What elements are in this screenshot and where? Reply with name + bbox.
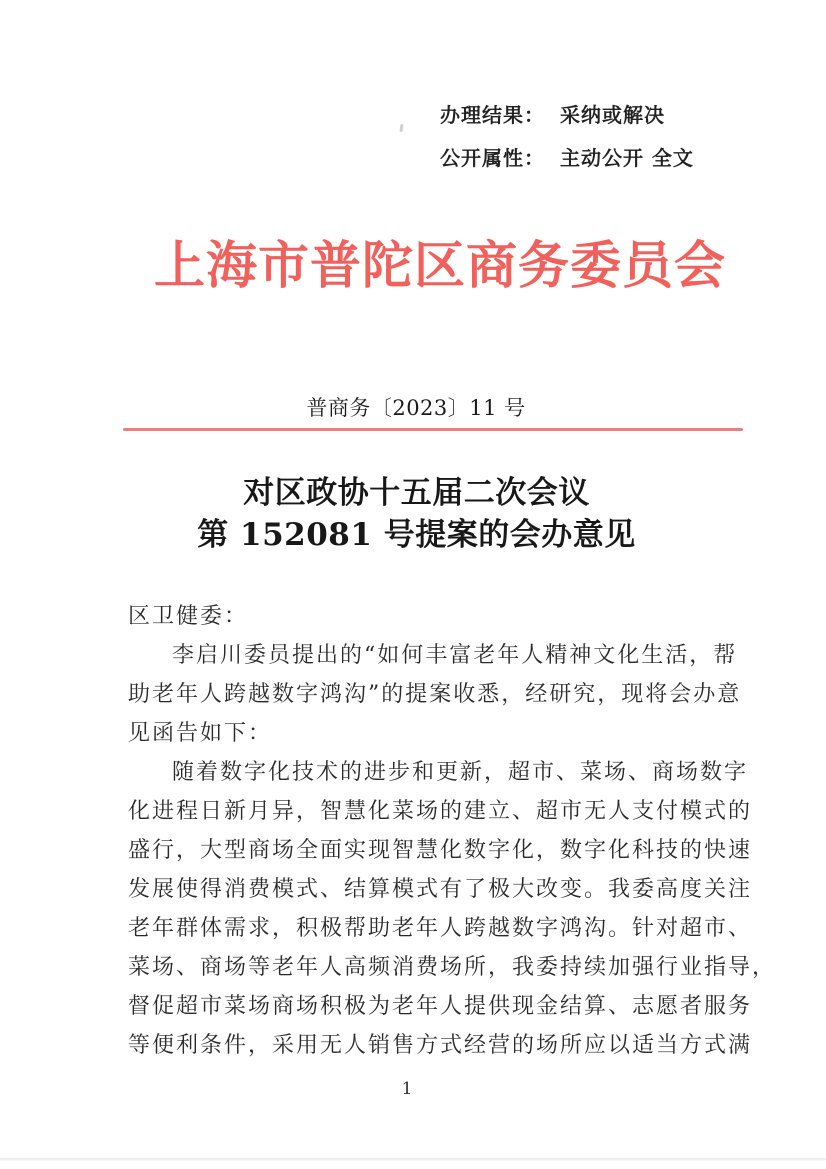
body-line: 随着数字化技术的进步和更新，超市、菜场、商场数字 [172, 760, 749, 785]
meta-row-result [440, 94, 694, 137]
body-line: 化进程日新月异，智慧化菜场的建立、超市无人支付模式的 [128, 799, 753, 824]
document-title [0, 472, 826, 556]
body-line: 发展使得消费模式、结算模式有了极大改变。我委高度关注 [128, 877, 753, 902]
meta-label-result: 办理结果： [440, 103, 545, 127]
body-line: 菜场、商场等老年人高频消费场所，我委持续加强行业指导， [128, 955, 777, 980]
body-line: 助老年人跨越数字鸿沟”的提案收悉，经研究，现将会办意 [128, 682, 742, 707]
doc-number: 普商务〔2023〕11 号 [306, 396, 526, 420]
document-title-line-1: 对区政协十五届二次会议 [243, 475, 590, 511]
masthead-title: 上海市普陀区商务委员会 [153, 236, 726, 296]
meta-value-result: 采纳或解决 [559, 103, 665, 127]
scan-artifact-mark [399, 124, 403, 132]
meta-value-publicity: 主动公开 全文 [559, 146, 694, 170]
body-line: 盛行，大型商场全面实现智慧化数字化，数字化科技的快速 [128, 838, 753, 863]
body-line: 等便利条件，采用无人销售方式经营的场所应以适当方式满 [128, 1033, 753, 1058]
body-line: 李启川委员提出的“如何丰富老年人精神文化生活，帮 [172, 643, 738, 668]
body-line: 老年群体需求，积极帮助老年人跨越数字鸿沟。针对超市、 [128, 916, 753, 941]
body-line-salutation: 区卫健委： [128, 604, 249, 629]
page-bottom-edge [0, 1158, 826, 1161]
body-line: 见函告如下： [128, 721, 273, 746]
meta-block [440, 94, 694, 180]
body-text [128, 597, 777, 1065]
page-number: 1 [401, 1079, 413, 1099]
meta-label-publicity: 公开属性： [440, 146, 545, 170]
red-divider-rule [123, 428, 743, 431]
document-title-line-2: 第 152081 号提案的会办意见 [197, 517, 636, 553]
body-line: 督促超市菜场商场积极为老年人提供现金结算、志愿者服务 [128, 994, 753, 1019]
meta-row-publicity [440, 137, 694, 180]
